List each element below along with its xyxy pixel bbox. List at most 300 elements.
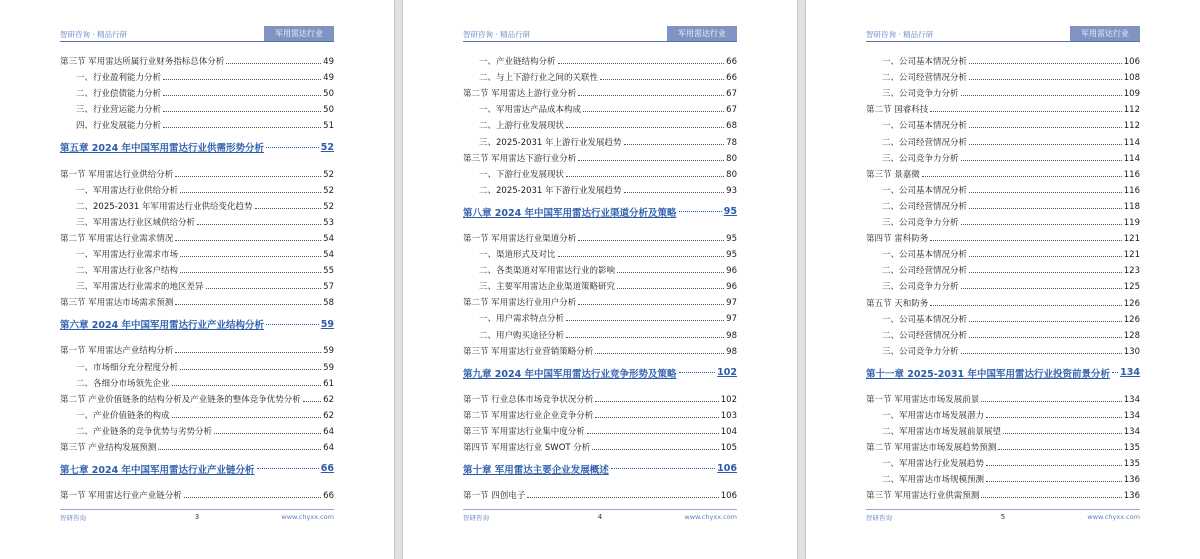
toc-leader-dots bbox=[527, 497, 719, 498]
toc-entry-page: 102 bbox=[717, 367, 737, 379]
toc-leader-dots bbox=[566, 337, 724, 338]
toc-leader-dots bbox=[578, 95, 724, 96]
toc-section-entry[interactable] bbox=[866, 292, 1140, 308]
toc-leader-dots bbox=[172, 417, 322, 418]
toc-subsection-entry[interactable] bbox=[866, 196, 1140, 212]
toc-subsection-entry[interactable] bbox=[463, 131, 737, 147]
toc-leader-dots bbox=[679, 211, 722, 212]
toc-leader-dots bbox=[930, 111, 1122, 112]
toc-leader-dots bbox=[257, 468, 319, 469]
toc-entry-page: 136 bbox=[1123, 491, 1140, 502]
toc-subsection-entry[interactable] bbox=[866, 341, 1140, 357]
toc-entry-title: 第一节 军用雷达市场发展前景 bbox=[866, 394, 980, 405]
toc-leader-dots bbox=[969, 63, 1122, 64]
toc-subsection-entry[interactable] bbox=[866, 148, 1140, 164]
toc-entry-title: 一、产业链结构分析 bbox=[479, 57, 556, 68]
toc-entry-title: 第五章 2024 年中国军用雷达行业供需形势分析 bbox=[60, 143, 265, 155]
toc-section-entry[interactable] bbox=[866, 389, 1140, 405]
toc-entry-page: 136 bbox=[1123, 475, 1140, 486]
toc-entry-title: 第一节 军用雷达行业供给分析 bbox=[60, 169, 174, 180]
toc-entry-title: 第五节 天和防务 bbox=[866, 298, 929, 309]
toc-section-entry[interactable] bbox=[60, 437, 334, 453]
toc-subsection-entry[interactable] bbox=[866, 469, 1140, 485]
toc-entry-title: 第二节 军用雷达市场发展趋势预测 bbox=[866, 443, 997, 454]
page-number: 5 bbox=[1000, 513, 1006, 521]
toc-leader-dots bbox=[592, 449, 718, 450]
toc-entry-page: 95 bbox=[723, 206, 737, 218]
toc-entry-page: 102 bbox=[720, 394, 737, 405]
page-footer bbox=[866, 512, 1140, 524]
toc-entry-page: 116 bbox=[1123, 185, 1140, 196]
toc-entry-title: 二、行业偿债能力分析 bbox=[76, 89, 162, 100]
toc-entry-page: 68 bbox=[726, 121, 737, 132]
toc-entry-page: 55 bbox=[323, 266, 334, 277]
page-header bbox=[866, 26, 1140, 42]
toc-leader-dots bbox=[617, 272, 724, 273]
toc-entry-title: 第三节 军用雷达所属行业财务指标总体分析 bbox=[60, 57, 225, 68]
brand-logo: 智研咨询 · 精品行研 bbox=[463, 30, 531, 39]
toc-subsection-entry[interactable] bbox=[463, 308, 737, 324]
toc-leader-dots bbox=[175, 304, 321, 305]
toc-entry-page: 53 bbox=[323, 217, 334, 228]
toc-subsection-entry[interactable] bbox=[866, 260, 1140, 276]
toc-entry-title: 一、军用雷达行业供给分析 bbox=[76, 185, 179, 196]
toc-entry-page: 80 bbox=[726, 169, 737, 180]
toc-entry-page: 93 bbox=[726, 185, 737, 196]
toc-leader-dots bbox=[587, 433, 719, 434]
toc-entry-page: 134 bbox=[1123, 427, 1140, 438]
toc-entry-title: 第七章 2024 年中国军用雷达行业产业链分析 bbox=[60, 464, 255, 476]
toc-entry-title: 第二节 军用雷达行业企业竞争分析 bbox=[463, 410, 594, 421]
toc-entry-page: 95 bbox=[726, 233, 737, 244]
toc-leader-dots bbox=[611, 468, 715, 469]
toc-entry-page: 50 bbox=[323, 89, 334, 100]
toc-entry-page: 123 bbox=[1123, 266, 1140, 277]
toc-entry-page: 51 bbox=[323, 121, 334, 132]
toc-entry-title: 第二节 产业价值链条的结构分析及产业链条的整体竞争优势分析 bbox=[60, 394, 301, 405]
toc-subsection-entry[interactable] bbox=[866, 180, 1140, 196]
toc-entry-page: 126 bbox=[1123, 314, 1140, 325]
toc-entry-page: 126 bbox=[1123, 298, 1140, 309]
toc-entry-title: 一、市场细分充分程度分析 bbox=[76, 362, 179, 373]
toc-entry-page: 59 bbox=[323, 362, 334, 373]
toc-leader-dots bbox=[197, 224, 321, 225]
toc-entry-title: 三、军用雷达行业需求的地区差异 bbox=[76, 282, 204, 293]
toc-section-entry[interactable] bbox=[463, 389, 737, 405]
toc-entry-title: 三、军用雷达行业区域供给分析 bbox=[76, 217, 196, 228]
toc-leader-dots bbox=[981, 497, 1122, 498]
toc-entry-page: 98 bbox=[726, 330, 737, 341]
toc-subsection-entry[interactable] bbox=[60, 180, 334, 196]
toc-subsection-entry[interactable] bbox=[60, 260, 334, 276]
toc-entry-title: 第一节 行业总体市场竞争状况分析 bbox=[463, 394, 594, 405]
toc-leader-dots bbox=[679, 372, 716, 373]
toc-section-entry[interactable] bbox=[60, 228, 334, 244]
toc-entry-title: 三、2025-2031 年上游行业发展趋势 bbox=[479, 137, 622, 148]
toc-leader-dots bbox=[986, 417, 1122, 418]
footer-rule bbox=[60, 509, 334, 510]
toc-entry-page: 66 bbox=[320, 463, 334, 475]
toc-leader-dots bbox=[969, 321, 1122, 322]
footer-logo: 智研咨询 bbox=[60, 514, 86, 522]
toc-subsection-entry[interactable] bbox=[866, 325, 1140, 341]
toc-chapter-entry[interactable] bbox=[866, 357, 1140, 389]
toc-leader-dots bbox=[969, 208, 1122, 209]
industry-tag: 军用雷达行业 bbox=[667, 26, 737, 41]
toc-entry-title: 一、公司基本情况分析 bbox=[882, 185, 968, 196]
toc-entry-title: 第二节 国睿科技 bbox=[866, 105, 929, 116]
toc-subsection-entry[interactable] bbox=[866, 453, 1140, 469]
toc-entry-page: 106 bbox=[717, 463, 737, 475]
industry-tag: 军用雷达行业 bbox=[1070, 26, 1140, 41]
toc-entry-page: 119 bbox=[1123, 218, 1140, 229]
toc-leader-dots bbox=[163, 95, 321, 96]
toc-entry-title: 二、军用雷达行业客户结构 bbox=[76, 266, 179, 277]
toc-entry-page: 97 bbox=[726, 298, 737, 309]
toc-section-entry[interactable] bbox=[866, 437, 1140, 453]
footer-url: www.chyxx.com bbox=[684, 513, 737, 521]
toc-entry-title: 一、公司基本情况分析 bbox=[882, 314, 968, 325]
toc-leader-dots bbox=[969, 192, 1122, 193]
toc-entry-page: 66 bbox=[726, 73, 737, 84]
toc-section-entry[interactable] bbox=[866, 99, 1140, 115]
toc-entry-page: 108 bbox=[1123, 73, 1140, 84]
toc-subsection-entry[interactable] bbox=[60, 196, 334, 212]
toc-entry-title: 三、公司竞争力分析 bbox=[882, 282, 959, 293]
toc-entry-title: 三、主要军用雷达企业渠道策略研究 bbox=[479, 282, 616, 293]
toc-entry-page: 62 bbox=[323, 410, 334, 421]
toc-leader-dots bbox=[206, 288, 322, 289]
toc-entry-title: 第九章 2024 年中国军用雷达行业竞争形势及策略 bbox=[463, 368, 677, 380]
toc-leader-dots bbox=[558, 256, 725, 257]
footer-rule bbox=[866, 509, 1140, 510]
toc-entry-title: 一、行业盈利能力分析 bbox=[76, 73, 162, 84]
toc-entry-title: 二、用户购买途径分析 bbox=[479, 330, 565, 341]
toc-entry-title: 一、渠道形式及对比 bbox=[479, 250, 556, 261]
toc-subsection-entry[interactable] bbox=[866, 83, 1140, 99]
toc-entry-page: 112 bbox=[1123, 121, 1140, 132]
toc-entry-page: 52 bbox=[320, 141, 334, 153]
toc-subsection-entry[interactable] bbox=[866, 67, 1140, 83]
toc-leader-dots bbox=[998, 449, 1122, 450]
toc-entry-page: 49 bbox=[323, 73, 334, 84]
toc-leader-dots bbox=[624, 192, 725, 193]
toc-section-entry[interactable] bbox=[60, 163, 334, 179]
toc-entry-title: 二、各类渠道对军用雷达行业的影响 bbox=[479, 266, 616, 277]
toc-section-entry[interactable] bbox=[866, 485, 1140, 501]
toc-leader-dots bbox=[566, 320, 724, 321]
toc-subsection-entry[interactable] bbox=[463, 180, 737, 196]
toc-entry-title: 第三节 景嘉微 bbox=[866, 169, 920, 180]
toc-subsection-entry[interactable] bbox=[60, 99, 334, 115]
toc-subsection-entry[interactable] bbox=[60, 276, 334, 292]
toc-chapter-entry[interactable] bbox=[60, 308, 334, 340]
toc-leader-dots bbox=[617, 288, 724, 289]
toc-subsection-entry[interactable] bbox=[463, 164, 737, 180]
toc-leader-dots bbox=[566, 176, 724, 177]
toc-entry-title: 第一节 军用雷达行业渠道分析 bbox=[463, 233, 577, 244]
toc-leader-dots bbox=[961, 224, 1122, 225]
toc-leader-dots bbox=[566, 127, 724, 128]
toc-entry-page: 106 bbox=[1123, 57, 1140, 68]
toc-leader-dots bbox=[175, 240, 321, 241]
toc-entry-title: 第三节 军用雷达市场需求预测 bbox=[60, 298, 174, 309]
toc-chapter-entry[interactable] bbox=[463, 196, 737, 228]
toc-leader-dots bbox=[1003, 433, 1122, 434]
toc-entry-page: 59 bbox=[323, 346, 334, 357]
toc-leader-dots bbox=[255, 208, 322, 209]
toc-section-entry[interactable] bbox=[463, 421, 737, 437]
document-page-2 bbox=[403, 0, 797, 559]
toc-leader-dots bbox=[961, 160, 1122, 161]
toc-entry-title: 第三节 军用雷达下游行业分析 bbox=[463, 153, 577, 164]
toc-entry-page: 54 bbox=[323, 233, 334, 244]
table-of-contents bbox=[60, 51, 334, 501]
toc-entry-page: 114 bbox=[1123, 153, 1140, 164]
toc-section-entry[interactable] bbox=[866, 228, 1140, 244]
toc-entry-title: 一、公司基本情况分析 bbox=[882, 121, 968, 132]
toc-entry-title: 一、用户需求特点分析 bbox=[479, 314, 565, 325]
toc-entry-title: 一、军用雷达产品成本构成 bbox=[479, 105, 582, 116]
toc-entry-title: 二、与上下游行业之间的关联性 bbox=[479, 73, 599, 84]
brand-logo: 智研咨询 · 精品行研 bbox=[866, 30, 934, 39]
toc-entry-page: 52 bbox=[323, 185, 334, 196]
toc-subsection-entry[interactable] bbox=[866, 276, 1140, 292]
toc-leader-dots bbox=[583, 111, 724, 112]
toc-entry-title: 第三节 军用雷达行业集中度分析 bbox=[463, 426, 585, 437]
toc-entry-title: 三、公司竞争力分析 bbox=[882, 218, 959, 229]
toc-entry-title: 第三节 产业结构发展预测 bbox=[60, 442, 157, 453]
toc-section-entry[interactable] bbox=[463, 485, 737, 501]
toc-leader-dots bbox=[930, 305, 1122, 306]
document-page-1 bbox=[0, 0, 394, 559]
toc-leader-dots bbox=[163, 79, 321, 80]
toc-subsection-entry[interactable] bbox=[866, 421, 1140, 437]
toc-entry-title: 一、军用雷达行业需求市场 bbox=[76, 250, 179, 261]
toc-leader-dots bbox=[961, 353, 1122, 354]
toc-subsection-entry[interactable] bbox=[866, 244, 1140, 260]
toc-leader-dots bbox=[214, 433, 321, 434]
toc-leader-dots bbox=[922, 176, 1122, 177]
toc-leader-dots bbox=[578, 304, 724, 305]
toc-section-entry[interactable] bbox=[60, 389, 334, 405]
toc-entry-title: 二、军用雷达市场发展前景展望 bbox=[882, 427, 1002, 438]
toc-chapter-entry[interactable] bbox=[60, 131, 334, 163]
toc-subsection-entry[interactable] bbox=[463, 260, 737, 276]
page-footer bbox=[463, 512, 737, 524]
page-header bbox=[463, 26, 737, 42]
toc-subsection-entry[interactable] bbox=[60, 373, 334, 389]
toc-entry-page: 118 bbox=[1123, 201, 1140, 212]
toc-leader-dots bbox=[595, 353, 724, 354]
toc-entry-page: 97 bbox=[726, 314, 737, 325]
toc-leader-dots bbox=[1112, 372, 1118, 373]
toc-entry-page: 54 bbox=[323, 250, 334, 261]
toc-entry-page: 134 bbox=[1123, 394, 1140, 405]
toc-entry-title: 二、各细分市场领先企业 bbox=[76, 378, 170, 389]
toc-subsection-entry[interactable] bbox=[866, 131, 1140, 147]
toc-entry-page: 95 bbox=[726, 250, 737, 261]
toc-entry-page: 66 bbox=[323, 491, 334, 502]
toc-entry-title: 第四节 雷科防务 bbox=[866, 234, 929, 245]
toc-subsection-entry[interactable] bbox=[463, 276, 737, 292]
toc-entry-page: 112 bbox=[1123, 105, 1140, 116]
toc-leader-dots bbox=[303, 401, 321, 402]
page-footer bbox=[60, 512, 334, 524]
toc-subsection-entry[interactable] bbox=[60, 244, 334, 260]
toc-entry-page: 121 bbox=[1123, 234, 1140, 245]
footer-url: www.chyxx.com bbox=[1087, 513, 1140, 521]
toc-entry-title: 第一节 军用雷达产业结构分析 bbox=[60, 346, 174, 357]
toc-entry-title: 一、公司基本情况分析 bbox=[882, 57, 968, 68]
header-rule bbox=[866, 41, 1140, 42]
toc-entry-title: 二、公司经营情况分析 bbox=[882, 73, 968, 84]
toc-entry-page: 134 bbox=[1123, 410, 1140, 421]
toc-entry-page: 49 bbox=[323, 57, 334, 68]
toc-subsection-entry[interactable] bbox=[463, 115, 737, 131]
toc-entry-page: 52 bbox=[323, 201, 334, 212]
toc-entry-page: 98 bbox=[726, 346, 737, 357]
toc-entry-page: 114 bbox=[1123, 137, 1140, 148]
toc-entry-title: 二、产业链条的竞争优势与劣势分析 bbox=[76, 426, 213, 437]
toc-leader-dots bbox=[180, 369, 321, 370]
toc-section-entry[interactable] bbox=[463, 228, 737, 244]
toc-entry-page: 80 bbox=[726, 153, 737, 164]
toc-subsection-entry[interactable] bbox=[463, 244, 737, 260]
footer-url: www.chyxx.com bbox=[281, 513, 334, 521]
toc-entry-page: 103 bbox=[720, 410, 737, 421]
toc-entry-page: 50 bbox=[323, 105, 334, 116]
toc-entry-title: 二、公司经营情况分析 bbox=[882, 266, 968, 277]
toc-entry-title: 三、行业营运能力分析 bbox=[76, 105, 162, 116]
toc-entry-page: 96 bbox=[726, 282, 737, 293]
toc-subsection-entry[interactable] bbox=[463, 67, 737, 83]
toc-entry-title: 四、行业发展能力分析 bbox=[76, 121, 162, 132]
toc-subsection-entry[interactable] bbox=[60, 67, 334, 83]
toc-leader-dots bbox=[624, 144, 725, 145]
toc-leader-dots bbox=[986, 481, 1122, 482]
toc-subsection-entry[interactable] bbox=[463, 51, 737, 67]
toc-entry-title: 三、公司竞争力分析 bbox=[882, 346, 959, 357]
toc-entry-title: 三、公司竞争力分析 bbox=[882, 89, 959, 100]
page-number: 3 bbox=[194, 513, 200, 521]
toc-entry-title: 二、公司经营情况分析 bbox=[882, 330, 968, 341]
toc-entry-title: 第二节 军用雷达上游行业分析 bbox=[463, 89, 577, 100]
toc-section-entry[interactable] bbox=[463, 437, 737, 453]
toc-entry-title: 二、公司经营情况分析 bbox=[882, 137, 968, 148]
toc-section-entry[interactable] bbox=[60, 340, 334, 356]
toc-entry-page: 66 bbox=[726, 57, 737, 68]
toc-section-entry[interactable] bbox=[60, 51, 334, 67]
toc-leader-dots bbox=[969, 256, 1122, 257]
toc-chapter-entry[interactable] bbox=[60, 453, 334, 485]
toc-entry-page: 67 bbox=[726, 105, 737, 116]
footer-logo: 智研咨询 bbox=[866, 514, 892, 522]
toc-leader-dots bbox=[969, 144, 1122, 145]
brand-logo: 智研咨询 · 精品行研 bbox=[60, 30, 128, 39]
toc-entry-page: 125 bbox=[1123, 282, 1140, 293]
toc-entry-page: 105 bbox=[720, 442, 737, 453]
toc-subsection-entry[interactable] bbox=[463, 324, 737, 340]
toc-subsection-entry[interactable] bbox=[866, 212, 1140, 228]
toc-entry-title: 第八章 2024 年中国军用雷达行业渠道分析及策略 bbox=[463, 207, 677, 219]
toc-leader-dots bbox=[226, 63, 321, 64]
toc-entry-page: 58 bbox=[323, 298, 334, 309]
toc-subsection-entry[interactable] bbox=[866, 309, 1140, 325]
toc-entry-title: 一、军用雷达市场发展潜力 bbox=[882, 410, 985, 421]
toc-entry-title: 第三节 军用雷达行业供需预测 bbox=[866, 491, 980, 502]
toc-subsection-entry[interactable] bbox=[60, 212, 334, 228]
toc-leader-dots bbox=[969, 79, 1122, 80]
toc-entry-title: 第一节 四创电子 bbox=[463, 491, 526, 502]
toc-subsection-entry[interactable] bbox=[866, 115, 1140, 131]
toc-entry-title: 第三节 军用雷达行业营销策略分析 bbox=[463, 346, 594, 357]
toc-entry-title: 一、军用雷达行业发展趋势 bbox=[882, 459, 985, 470]
toc-chapter-entry[interactable] bbox=[463, 453, 737, 485]
toc-subsection-entry[interactable] bbox=[60, 115, 334, 131]
toc-entry-page: 64 bbox=[323, 426, 334, 437]
toc-section-entry[interactable] bbox=[463, 148, 737, 164]
toc-subsection-entry[interactable] bbox=[866, 405, 1140, 421]
toc-entry-title: 三、公司竞争力分析 bbox=[882, 153, 959, 164]
toc-leader-dots bbox=[172, 385, 322, 386]
toc-leader-dots bbox=[969, 127, 1122, 128]
toc-section-entry[interactable] bbox=[463, 292, 737, 308]
toc-section-entry[interactable] bbox=[463, 83, 737, 99]
toc-entry-title: 第二节 军用雷达行业用户分析 bbox=[463, 298, 577, 309]
toc-subsection-entry[interactable] bbox=[60, 356, 334, 372]
document-page-3 bbox=[806, 0, 1200, 559]
toc-entry-page: 121 bbox=[1123, 250, 1140, 261]
toc-section-entry[interactable] bbox=[60, 485, 334, 501]
toc-entry-page: 59 bbox=[320, 318, 334, 330]
table-of-contents bbox=[463, 51, 737, 501]
toc-subsection-entry[interactable] bbox=[60, 421, 334, 437]
toc-leader-dots bbox=[163, 111, 321, 112]
page-header bbox=[60, 26, 334, 42]
toc-leader-dots bbox=[961, 288, 1122, 289]
toc-entry-title: 第六章 2024 年中国军用雷达行业产业结构分析 bbox=[60, 320, 265, 332]
toc-chapter-entry[interactable] bbox=[463, 357, 737, 389]
toc-entry-page: 52 bbox=[323, 169, 334, 180]
header-rule bbox=[60, 41, 334, 42]
toc-entry-page: 109 bbox=[1123, 89, 1140, 100]
toc-entry-page: 128 bbox=[1123, 330, 1140, 341]
toc-section-entry[interactable] bbox=[463, 405, 737, 421]
toc-entry-page: 96 bbox=[726, 266, 737, 277]
toc-leader-dots bbox=[158, 449, 321, 450]
toc-subsection-entry[interactable] bbox=[60, 83, 334, 99]
toc-leader-dots bbox=[175, 352, 321, 353]
toc-entry-title: 一、产业价值链条的构成 bbox=[76, 410, 170, 421]
toc-section-entry[interactable] bbox=[463, 341, 737, 357]
toc-subsection-entry[interactable] bbox=[463, 99, 737, 115]
toc-entry-title: 二、公司经营情况分析 bbox=[882, 201, 968, 212]
toc-subsection-entry[interactable] bbox=[60, 405, 334, 421]
toc-leader-dots bbox=[986, 465, 1122, 466]
toc-leader-dots bbox=[969, 272, 1122, 273]
toc-leader-dots bbox=[578, 160, 724, 161]
toc-section-entry[interactable] bbox=[60, 292, 334, 308]
toc-entry-page: 135 bbox=[1123, 459, 1140, 470]
toc-entry-title: 二、军用雷达市场规模预测 bbox=[882, 475, 985, 486]
toc-entry-page: 130 bbox=[1123, 346, 1140, 357]
toc-entry-page: 78 bbox=[726, 137, 737, 148]
toc-leader-dots bbox=[558, 63, 725, 64]
toc-subsection-entry[interactable] bbox=[866, 51, 1140, 67]
toc-entry-title: 二、上游行业发展现状 bbox=[479, 121, 565, 132]
toc-section-entry[interactable] bbox=[866, 164, 1140, 180]
